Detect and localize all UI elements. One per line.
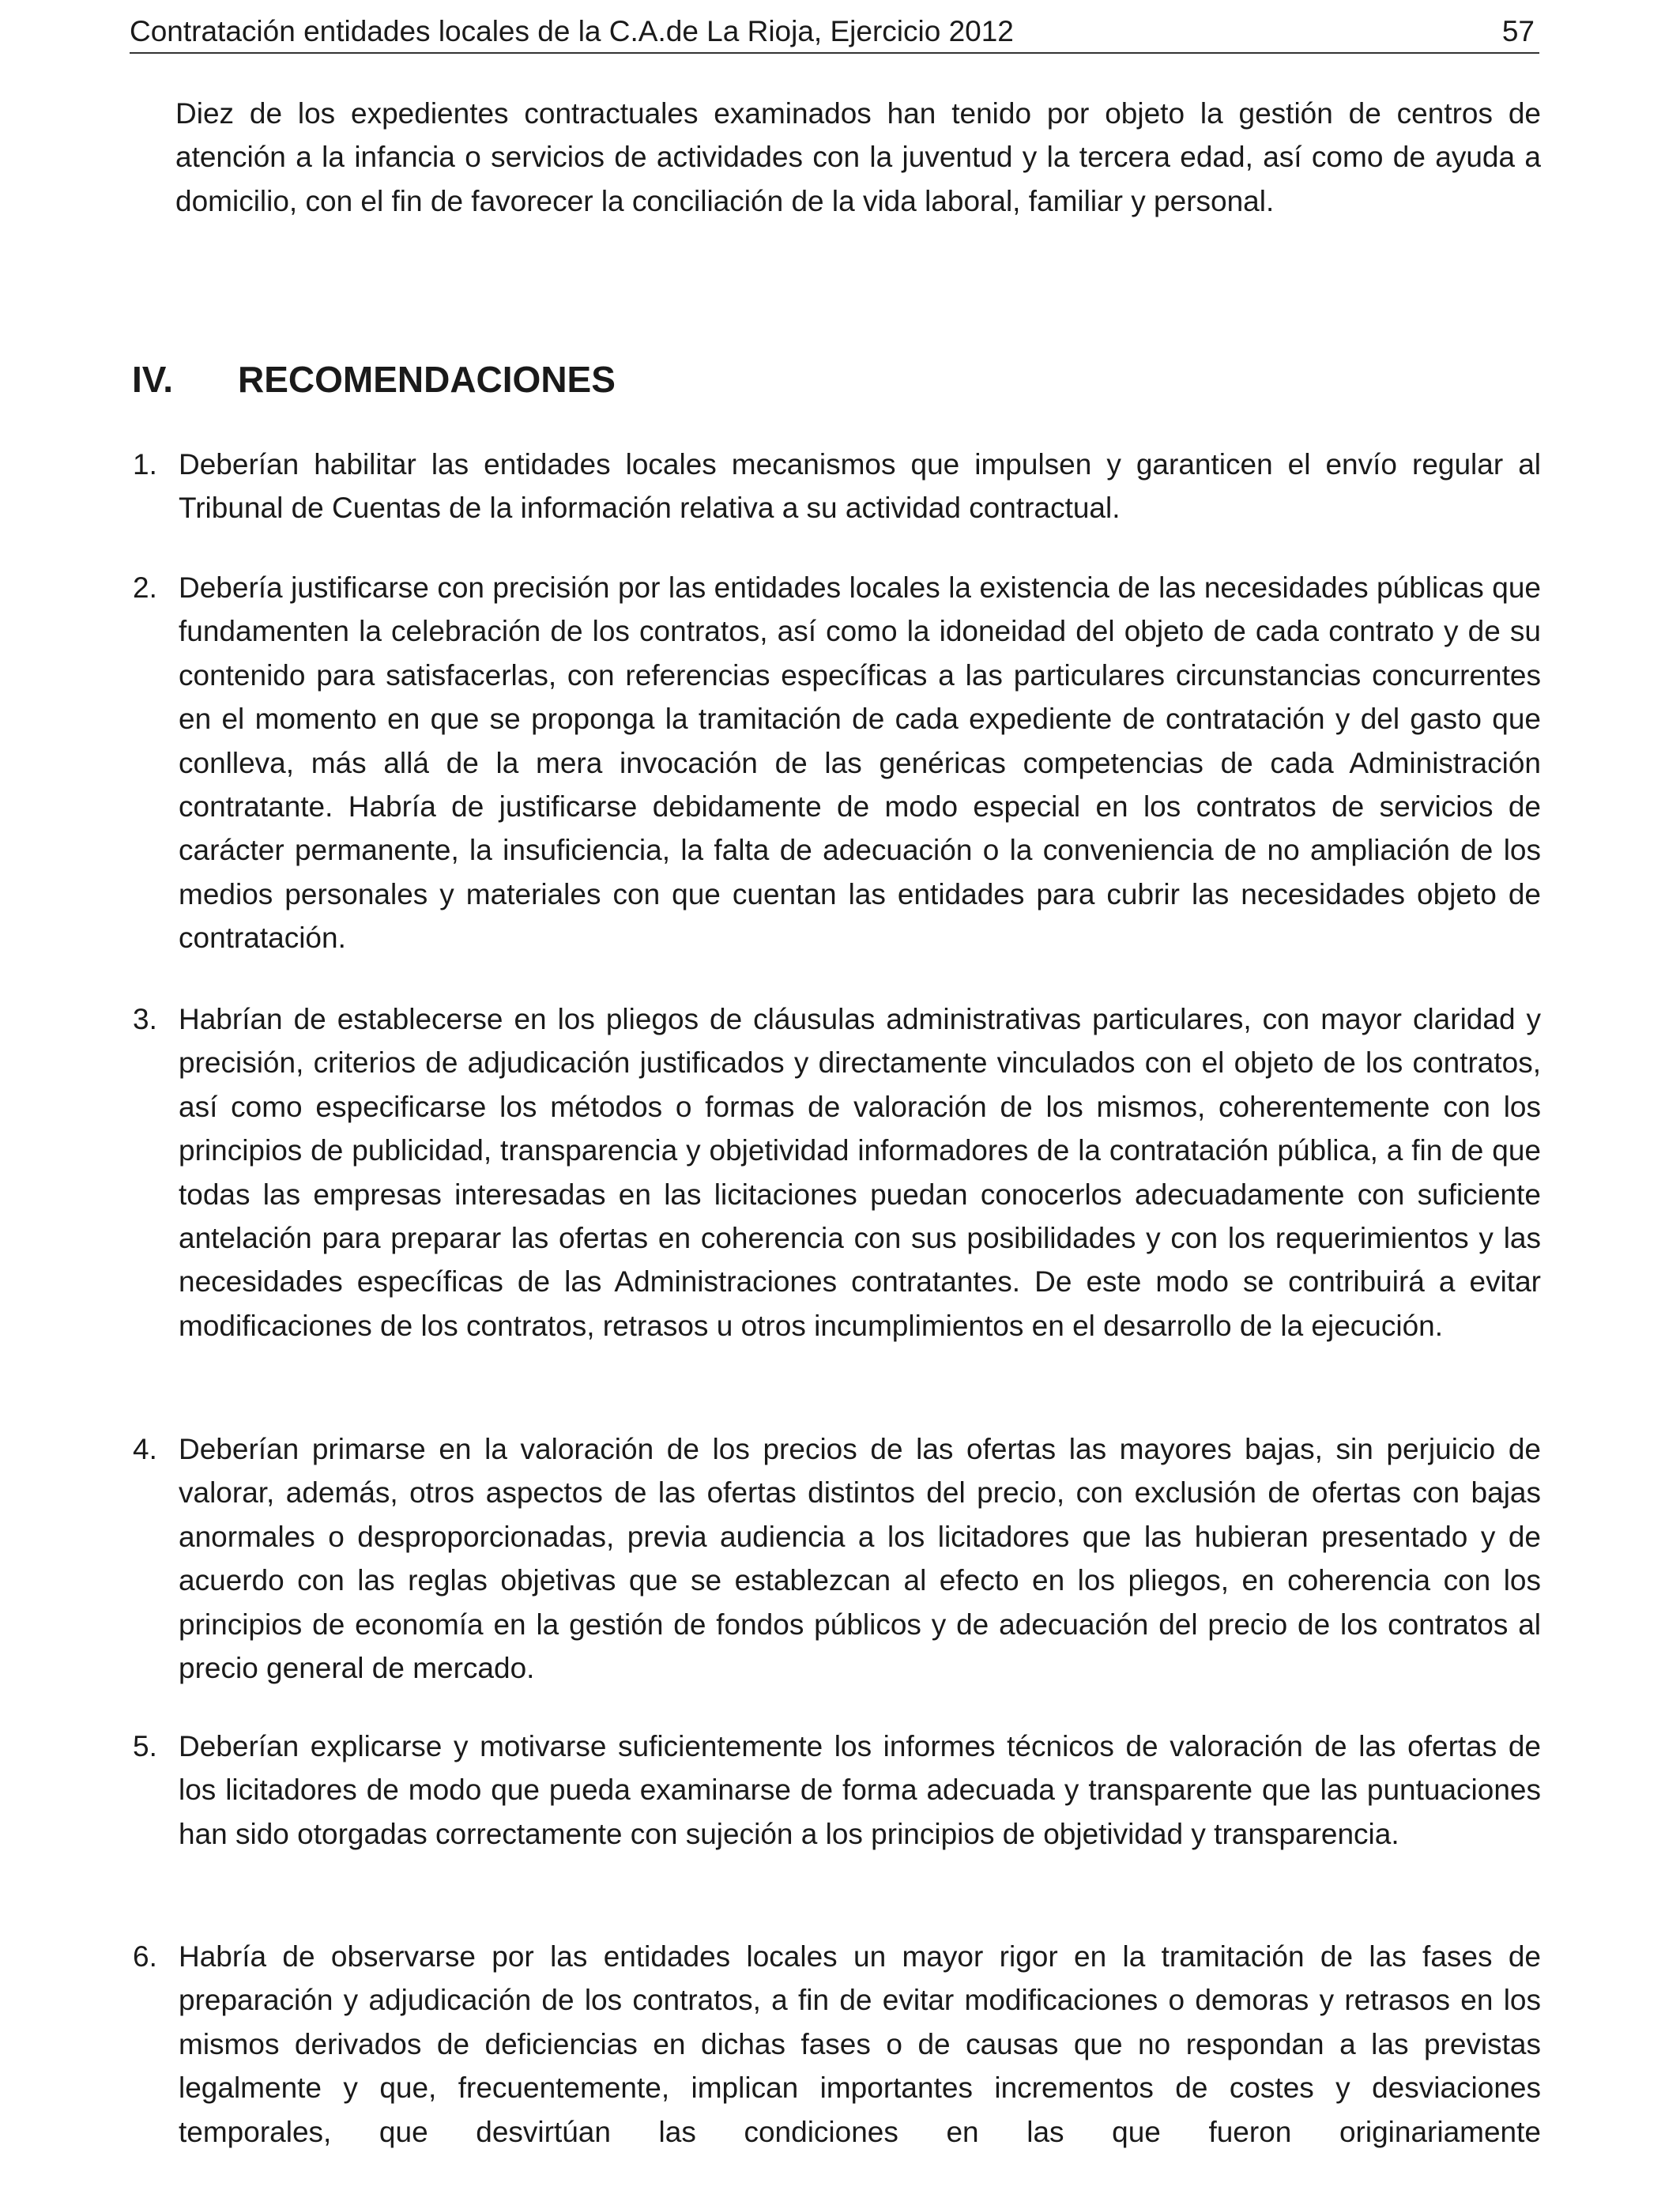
section-title: RECOMENDACIONES	[238, 359, 616, 400]
recommendation-text: Deberían habilitar las entidades locales mecanismos que impulsen y garanticen el envío regular al Tribunal de Cuentas de la información relativa a su actividad contractual.	[179, 448, 1541, 525]
recommendation-item	[133, 1935, 1541, 2154]
recommendation-number: 5.	[133, 1730, 157, 1762]
section-number: IV.	[132, 359, 174, 400]
recommendation-number: 1.	[133, 448, 157, 481]
intro-paragraph: Diez de los expedientes contractuales examinados han tenido por objeto la gestión de centros de atención a la infancia o servicios de actividades con la juventud y la tercera edad, así como de ayuda a domicilio, con el fin de favorecer la conciliación de la vida laboral, familiar y personal.	[175, 97, 1541, 217]
recommendation-text: Habrían de establecerse en los pliegos de cláusulas administrativas particulares, con mayor claridad y precisión, criterios de adjudicación justificados y directamente vinculados con el objeto de los contratos, así como especificarse los métodos o formas de valoración de los mismos, coherentemente con los principios de publicidad, transparencia y objetividad informadores de la contratación pública, a fin de que todas las empresas interesadas en las licitaciones puedan conocerlos adecuadamente con suficiente antelación para preparar las ofertas en coherencia con sus posibilidades y con los requerimientos y las necesidades específicas de las Administraciones contratantes. De este modo se contribuirá a evitar modificaciones de los contratos, retrasos u otros incumplimientos en el desarrollo de la ejecución.	[179, 1003, 1541, 1342]
recommendation-item	[133, 1427, 1541, 1690]
recommendation-text: Habría de observarse por las entidades locales un mayor rigor en la tramitación de las fases de preparación y adjudicación de los contratos, a fin de evitar modificaciones o demoras y retrasos en los mismos derivados de deficiencias en dichas fases o de causas que no respondan a las previstas legalmente y que, frecuentemente, implican importantes incrementos de costes y desviaciones temporales, que desvirtúan las condiciones en las que fueron originariamente	[179, 1940, 1541, 2148]
header-title: Contratación entidades locales de la C.A.de La Rioja, Ejercicio 2012	[130, 15, 1014, 47]
section-heading	[132, 356, 616, 403]
recommendation-text: Deberían explicarse y motivarse suficientemente los informes técnicos de valoración de las ofertas de los licitadores de modo que pueda examinarse de forma adecuada y transparente que las puntuaciones han sido otorgadas correctamente con sujeción a los principios de objetividad y transparencia.	[179, 1730, 1541, 1850]
recommendation-item	[133, 1725, 1541, 1856]
running-header	[130, 11, 1539, 54]
recommendation-number: 2.	[133, 571, 157, 604]
recommendation-item	[133, 997, 1541, 1348]
recommendation-item	[133, 566, 1541, 960]
recommendation-number: 3.	[133, 1003, 157, 1035]
recommendation-number: 4.	[133, 1433, 157, 1465]
recommendation-number: 6.	[133, 1940, 157, 1973]
page-number: 57	[1501, 15, 1535, 47]
recommendation-text: Deberían primarse en la valoración de los precios de las ofertas las mayores bajas, sin perjuicio de valorar, además, otros aspectos de las ofertas distintos del precio, con exclusión de ofertas con bajas anormales o desproporcionadas, previa audiencia a los licitadores que las hubieran presentado y de acuerdo con las reglas objetivas que se establezcan al efecto en los pliegos, en coherencia con los principios de economía en la gestión de fondos públicos y de adecuación del precio de los contratos al precio general de mercado.	[179, 1433, 1541, 1685]
recommendation-item	[133, 443, 1541, 530]
recommendation-text: Debería justificarse con precisión por las entidades locales la existencia de las necesidades públicas que fundamenten la celebración de los contratos, así como la idoneidad del objeto de cada contrato y de su contenido para satisfacerlas, con referencias específicas a las particulares circunstancias concurrentes en el momento en que se proponga la tramitación de cada expediente de contratación y del gasto que conlleva, más allá de la mera invocación de las genéricas competencias de cada Administración contratante. Habría de justificarse debidamente de modo especial en los contratos de servicios de carácter permanente, la insuficiencia, la falta de adecuación o la conveniencia de no ampliación de los medios personales y materiales con que cuentan las entidades para cubrir las necesidades objeto de contratación.	[179, 571, 1541, 955]
